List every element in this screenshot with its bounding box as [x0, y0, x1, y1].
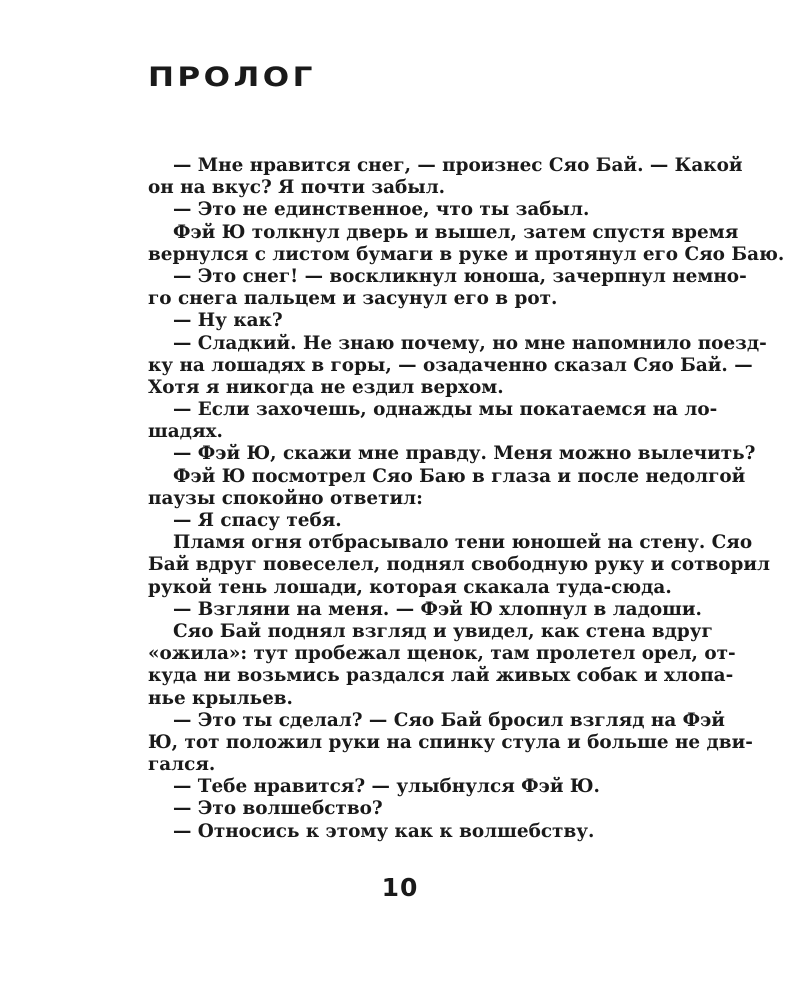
text-line: Ю, тот положил руки на спинку стула и больше не дви- [148, 731, 753, 753]
text-line: «ожила»: тут пробежал щенок, там пролетел орел, от- [148, 643, 736, 665]
text-line: рукой тень лошади, которая скакала туда-сюда. [148, 576, 672, 598]
text-line: — Относись к этому как к волшебству. [173, 820, 595, 842]
text-line: — Сладкий. Не знаю почему, но мне напомнило поезд- [173, 332, 767, 354]
text-line: Хотя я никогда не ездил верхом. [148, 376, 504, 398]
text-line: — Ну как? [173, 310, 283, 332]
text-line: — Если захочешь, однажды мы покатаемся на ло- [173, 399, 718, 421]
text-line: гался. [148, 754, 216, 776]
text-line: — Это снег! — воскликнул юноша, зачерпнул немно- [173, 265, 747, 287]
text-line: — Это не единственное, что ты забыл. [173, 199, 590, 221]
text-line: паузы спокойно ответил: [148, 487, 423, 509]
text-line: — Я спасу тебя. [173, 510, 342, 531]
text-line: — Фэй Ю, скажи мне правду. Меня можно вылечить? [173, 443, 756, 465]
chapter-title: ПРОЛОГ [148, 62, 316, 93]
text-line: го снега пальцем и засунул его в рот. [148, 288, 558, 310]
text-line: вернулся с листом бумаги в руке и протянул его Сяо Баю. [148, 243, 785, 265]
text-line: — Это ты сделал? — Сяо Бай бросил взгляд на Фэй [173, 709, 725, 731]
text-line: — Мне нравится снег, — произнес Сяо Бай. — Какой [173, 155, 743, 176]
page-number: 10 [381, 873, 419, 902]
text-line: он на вкус? Я почти забыл. [148, 177, 446, 199]
body-text [148, 155, 785, 843]
text-line: — Тебе нравится? — улыбнулся Фэй Ю. [173, 776, 600, 798]
text-line: — Это волшебство? [173, 798, 383, 820]
text-line: Фэй Ю посмотрел Сяо Баю в глаза и после недолгой [173, 465, 746, 487]
text-line: шадях. [148, 421, 223, 443]
text-line: ку на лошадях в горы, — озадаченно сказал Сяо Бай. — [148, 354, 753, 376]
text-line: Сяо Бай поднял взгляд и увидел, как стена вдруг [173, 620, 713, 642]
text-line: — Взгляни на меня. — Фэй Ю хлопнул в ладоши. [173, 598, 702, 620]
text-line: Пламя огня отбрасывало тени юношей на стену. Сяо [173, 532, 753, 554]
text-line: нье крыльев. [148, 687, 293, 709]
text-line: Фэй Ю толкнул дверь и вышел, затем спустя время [173, 221, 739, 243]
text-line: Бай вдруг повеселел, поднял свободную руку и сотворил [148, 554, 770, 576]
text-line: куда ни возьмись раздался лай живых собак и хлопа- [148, 665, 734, 687]
